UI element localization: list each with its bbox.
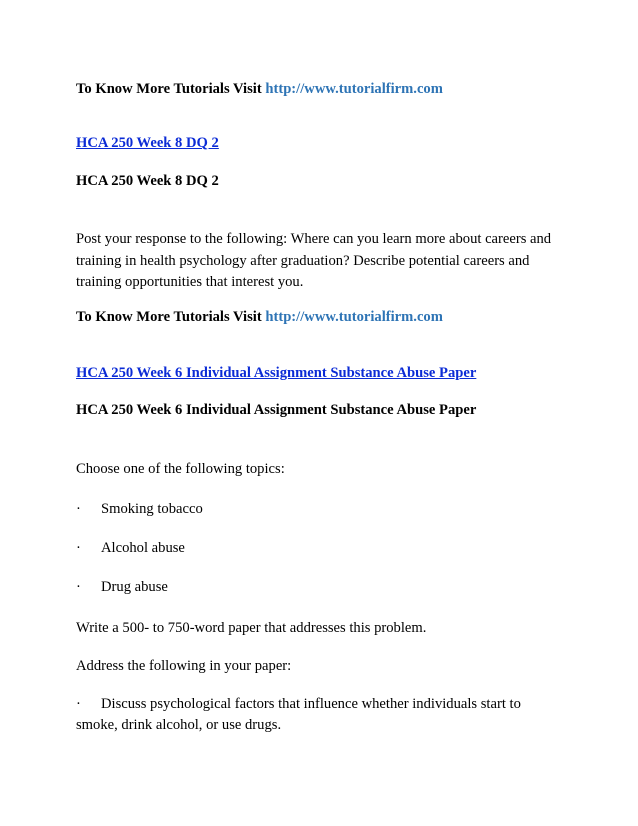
bullet-marker: · xyxy=(76,540,81,556)
promo-prefix-1: To Know More Tutorials Visit xyxy=(76,81,262,97)
section1-heading: HCA 250 Week 8 DQ 2 xyxy=(76,173,219,189)
section1-body: Post your response to the following: Where can you learn more about careers and training in health psychology after graduation? Describe potential careers and training opportunities that interest you. xyxy=(76,231,552,290)
promo-prefix-2: To Know More Tutorials Visit xyxy=(76,309,262,325)
section2-link[interactable]: HCA 250 Week 6 Individual Assignment Substance Abuse Paper xyxy=(76,365,477,381)
discuss-text: Discuss psychological factors that influence whether individuals start to smoke, drink alcohol, or use drugs. xyxy=(76,696,521,733)
write-instruction: Write a 500- to 750-word paper that addresses this problem. xyxy=(76,620,427,636)
promo-line-2 xyxy=(76,308,443,326)
promo-url-1[interactable]: http://www.tutorialfirm.com xyxy=(265,81,443,97)
choose-topics-text: Choose one of the following topics: xyxy=(76,461,285,477)
bullet-marker: · xyxy=(76,579,81,595)
promo-url-2[interactable]: http://www.tutorialfirm.com xyxy=(265,309,443,325)
topic-item: Smoking tobacco xyxy=(101,501,203,517)
bullet-marker: · xyxy=(76,501,81,517)
section2-heading: HCA 250 Week 6 Individual Assignment Substance Abuse Paper xyxy=(76,402,477,418)
bullet-marker: · xyxy=(76,696,81,712)
promo-line-1 xyxy=(76,80,443,98)
topic-item: Alcohol abuse xyxy=(101,540,185,556)
section1-link[interactable]: HCA 250 Week 8 DQ 2 xyxy=(76,135,219,151)
topic-item: Drug abuse xyxy=(101,579,168,595)
address-instruction: Address the following in your paper: xyxy=(76,658,292,674)
discuss-item xyxy=(76,694,546,736)
